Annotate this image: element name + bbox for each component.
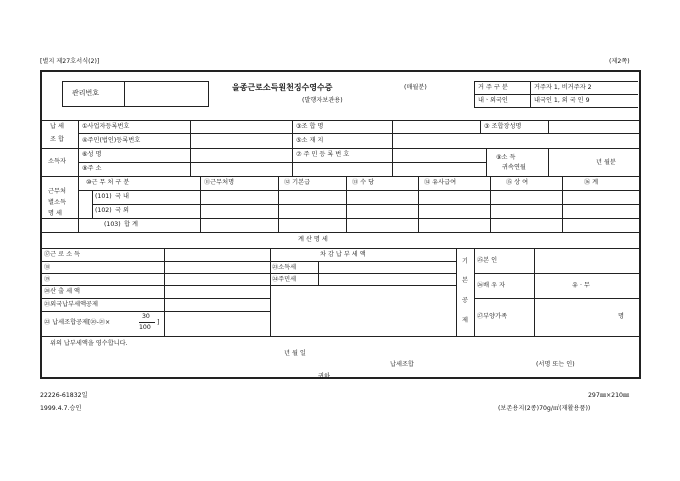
receipt-org: 납세조합	[390, 361, 414, 368]
management-number-label: 관리번호	[72, 89, 100, 97]
page-number: (제2쪽)	[609, 58, 630, 65]
dependents-unit: 명	[618, 313, 624, 320]
footer-size: 297㎜×210㎜	[588, 392, 630, 399]
name-label: ⑥성 명	[82, 151, 102, 158]
col-base-pay: ⑫ 기본급	[284, 179, 311, 186]
net-tax-title: 차 감 납 부 세 액	[320, 251, 366, 258]
footer-code: 22226-61832일	[40, 392, 88, 399]
form-title: 을종근로소득원천징수영수증	[232, 83, 333, 92]
org-name-label: ③조 합 명	[296, 123, 324, 130]
basic-deduction-char-1: 기	[462, 258, 468, 265]
rep-name-label: ③ 조합장성명	[484, 123, 522, 130]
taxpayer-group-label-2: 조 합	[50, 136, 64, 143]
col-allowance: ⑬ 수 당	[352, 179, 375, 186]
taxpayer-group-label-1: 납 세	[50, 123, 64, 130]
receipt-addressee: 귀하	[318, 373, 330, 380]
nationality-value: 내국인 1, 외 국 인 9	[534, 97, 590, 104]
corp-number-label: ④주민(법인)등록번호	[82, 137, 141, 144]
workplace-group-2: 별소득	[48, 199, 66, 206]
row-foreign-label: 국 외	[115, 207, 129, 214]
row-foreign-code: (102)	[95, 207, 112, 214]
income-earner-label: 소득자	[48, 158, 66, 165]
fraction-denominator: 100	[139, 324, 151, 331]
basic-deduction-char-3: 공	[462, 297, 468, 304]
association-deduction-label: ㉒ 납세조합공제[⑳-㉑×	[44, 319, 111, 326]
form-subtitle: (발행자보관용)	[302, 97, 343, 104]
calc-section-title: 계 산 명 세	[298, 236, 328, 243]
row-domestic-code: (101)	[95, 193, 112, 200]
spouse-deduction-value: 유 · 무	[572, 282, 590, 289]
dependents-label: ㉗부양가족	[477, 313, 508, 320]
nationality-label: 내ㆍ외국인	[478, 97, 508, 104]
receipt-signature: (서명 또는 인)	[536, 361, 575, 368]
income-tax-label: ㉓소득세	[272, 264, 297, 271]
row-18-label: ⑱	[44, 264, 51, 271]
residency-value: 거주자 1, 비거주자 2	[534, 84, 592, 91]
fraction-close: ]	[157, 319, 160, 326]
residency-label: 거 주 구 분	[478, 84, 508, 91]
col-workplace-type: ⑩근 무 처 구 분	[86, 179, 130, 186]
col-total: ⑯ 계	[584, 179, 599, 186]
spouse-deduction-label: ㉖배 우 자	[477, 282, 506, 289]
basic-deduction-char-2: 본	[462, 277, 468, 284]
col-workplace-name: ⑪근무처명	[204, 179, 235, 186]
basic-deduction-char-4: 제	[462, 317, 468, 324]
year-month-label: 년 월분	[596, 159, 616, 166]
address-label: ⑧주 소	[82, 165, 102, 172]
col-similar-pay: ⑭ 유사급여	[424, 179, 457, 186]
row-total-label: 합 계	[124, 221, 138, 228]
footer-approval: 1999.4.7.승인	[40, 405, 82, 412]
form-number: [별지 제27호서식(2)]	[40, 58, 100, 65]
receipt-statement: 위의 납부세액을 영수합니다.	[50, 340, 128, 347]
form-title-suffix: (매월분)	[404, 84, 427, 91]
resident-tax-label: ㉔주민세	[272, 276, 297, 283]
row-19-label: ⑲	[44, 276, 51, 283]
col-bonus: ⑮ 상 여	[506, 179, 529, 186]
income-attribution-label: ⑨소 득	[496, 154, 516, 161]
self-deduction-label: ㉕본 인	[477, 257, 498, 264]
receipt-date: 년 월 일	[284, 350, 306, 357]
row-total-code: (103)	[104, 221, 121, 228]
workplace-group-1: 근무처	[48, 188, 66, 195]
earned-income-label: ⑰근 로 소 득	[44, 251, 80, 258]
resident-number-label: ⑦ 주 민 등 록 번 호	[296, 151, 350, 158]
calculated-tax-label: ⑳산 출 세 액	[44, 288, 80, 295]
row-domestic-label: 국 내	[115, 193, 129, 200]
footer-paper: (보존용지(2종)70g/㎡(재활용품))	[498, 405, 591, 412]
location-label: ⑤소 재 지	[296, 137, 324, 144]
workplace-group-3: 명 세	[48, 210, 62, 217]
fraction-numerator: 30	[142, 313, 150, 320]
income-attribution-label-2: 귀속연월	[502, 164, 526, 171]
foreign-tax-credit-label: ㉑외국납부세액공제	[44, 301, 99, 308]
biz-number-label: ①사업자등록번호	[82, 123, 130, 130]
management-number-field[interactable]	[126, 83, 207, 105]
